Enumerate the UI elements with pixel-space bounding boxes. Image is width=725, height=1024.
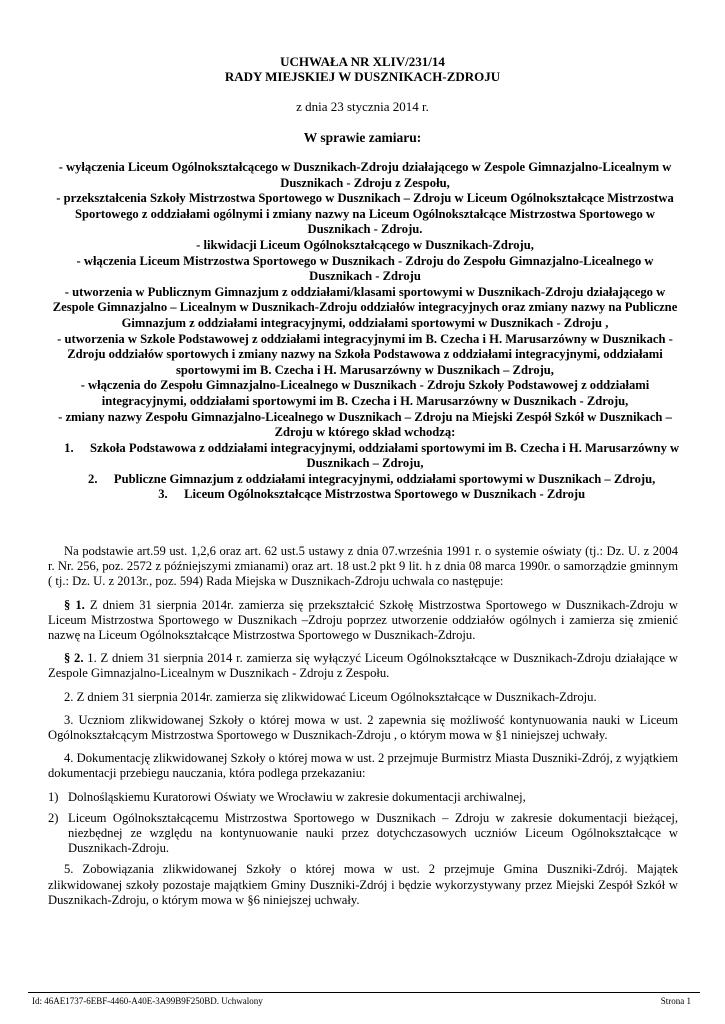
list-text: Liceum Ogólnokształcące Mistrzostwa Sportowego w Dusznikach - Zdroju [184,487,586,502]
school-list-item [50,472,680,488]
subject-items [50,160,680,503]
list-number: 1) [48,789,59,804]
document-id: Id: 46AE1737-6EBF-4460-A40E-3A99B9F250BD. Uchwalony [32,996,263,1006]
section-3: 3. Uczniom zlikwidowanej Szkoły o której mowa w ust. 2 zapewnia się możliwość kontynuowania nauki w Liceum Ogólnokształcącym Mistrzostwa Sportowego w Dusznikach-Zdroju , o którym mowa w §1 niniejszej uchwały. [48,712,678,743]
section-2: 2. Z dniem 31 sierpnia 2014r. zamierza się zlikwidować Liceum Ogólnokształcące w Dusznikach-Zdroju. [64,689,597,704]
page-number: Strona 1 [660,996,691,1006]
subject-item: - wyłączenia Liceum Ogólnokształcącego w Dusznikach-Zdroju działającego w Zespole Gimnazjalno-Licealnym w Dusznikach - Zdroju z Zespołu, [58,160,672,190]
subject-item: - włączenia do Zespołu Gimnazjalno-Licealnego w Dusznikach - Zdroju Szkoły Podstawowej z oddziałami integracyjnymi, oddziałami sportowymi im B. Czecha i H. Marusarzówny w Dusznikach - Zdroju, [80,378,650,408]
paragraph-label: § 1. [64,597,85,612]
subject-item: - zmiany nazwy Zespołu Gimnazjalno-Licealnego w Dusznikach – Zdroju na Miejski Zespół Szkół w Dusznikach – Zdroju w którego skład wchodzą: [58,409,672,440]
footer-divider [28,992,700,993]
paragraph-label: § 2. [64,651,84,666]
school-list-item [50,487,680,503]
transfer-list-item [48,811,678,857]
school-list-item [50,441,680,472]
subject-item: - utworzenia w Publicznym Gimnazjum z oddziałami/klasami sportowymi w Dusznikach-Zdroju działającego w Zespole Gimnazjalno – Licealnym w Dusznikach-Zdroju oddziałów integracyjnych oraz zmiany nazwy na Publiczne Gimnazjum z oddziałami integracyjnymi, oddziałami sportowymi w Dusznikach - Zdroju , [52,284,678,330]
subject-heading: W sprawie zamiaru: [303,130,422,145]
list-text: Publiczne Gimnazjum z oddziałami integracyjnymi, oddziałami sportowymi w Dusznikach – Zdroju, [113,471,656,486]
list-number: 1. [64,440,74,455]
preamble: Na podstawie art.59 ust. 1,2,6 oraz art. 62 ust.5 ustawy z dnia 07.września 1991 r. o systemie oświaty (tj.: Dz. U. z 2004 r. Nr. 256, poz. 2572 z późniejszymi zmianami) oraz art. 18 ust.2 pkt 9 lit. h z dnia 08 marca 1990r. o samorządzie gminnym ( tj.: Dz. U. z 2013r., poz. 594) Rada Miejska w Dusznikach-Zdroju uchwala co następuje: [48,544,678,589]
list-text: Liceum Ogólnokształcącemu Mistrzostwa Sportowego w Dusznikach – Zdroju w zakresie dokumentacji bieżącej, niezbędnej ze względu na kontynuowanie nauki przez dotychczasowych uczniów Liceum Ogólnokształcące w Dusznikach-Zdroju. [68,810,678,856]
paragraph-text: Z dniem 31 sierpnia 2014r. zamierza się przekształcić Szkołę Mistrzostwa Sportowego w Dusznikach-Zdroju w Liceum Mistrzostwa Sportowego w Dusznikach –Zdroju poprzez utworzenie oddziałów ogólnych i zamierza się zmienić nazwę na Liceum Ogólnokształcące Mistrzostwa Sportowego w Dusznikach-Zdroju. [48,597,679,643]
paragraph-2 [48,651,678,681]
list-number: 3. [158,487,168,502]
resolution-body [48,544,678,916]
list-number: 2) [48,810,59,825]
subject-item: - utworzenia w Szkole Podstawowej z oddziałami integracyjnymi im B. Czecha i H. Marusarzówny w Dusznikach - Zdroju oddziałów sportowych i zmiany nazwy na Szkoła Podstawowa z oddziałami integracyjnymi, oddziałami sportowymi im B. Czecha i H. Marusarzówny w Dusznikach – Zdroju, [57,331,673,377]
section-4: 4. Dokumentację zlikwidowanej Szkoły o której mowa w ust. 2 przejmuje Burmistrz Miasta Duszniki-Zdrój, z wyjątkiem dokumentacji przebiegu nauczania, która podlega przekazaniu: [48,751,678,781]
council-name: RADY MIEJSKIEJ W DUSZNIKACH-ZDROJU [224,69,501,84]
list-text: Szkoła Podstawowa z oddziałami integracyjnymi, oddziałami sportowymi im B. Czecha i H. Marusarzówny w Dusznikach – Zdroju, [90,440,680,471]
list-number: 2. [88,471,98,486]
resolution-number: UCHWAŁA NR XLIV/231/14 [280,54,445,69]
section-5: 5. Zobowiązania zlikwidowanej Szkoły o której mowa w ust. 2 przejmuje Gmina Duszniki-Zdrój. Majątek zlikwidowanej szkoły pozostaje majątkiem Gminy Duszniki-Zdrój i będzie wykorzystywany przez Miejski Zespół Szkół w Dusznikach-Zdroju, o którym mowa w §6 niniejszej uchwały. [48,862,678,907]
list-text: Dolnośląskiemu Kuratorowi Oświaty we Wrocławiu w zakresie dokumentacji archiwalnej, [68,789,526,804]
paragraph-text: 1. Z dniem 31 sierpnia 2014 r. zamierza się wyłączyć Liceum Ogólnokształcące w Dusznikach-Zdroju działające w Zespole Gimnazjalno-Licealnym w Dusznikach - Zdroju z Zespołu. [48,651,679,681]
subject-item: - przekształcenia Szkoły Mistrzostwa Sportowego w Dusznikach – Zdroju w Liceum Ogólnokształcące Mistrzostwa Sportowego z oddziałami ogólnymi i zmiany nazwy na Liceum Ogólnokształcące Mistrzostwa Sportowego w Dusznikach - Zdroju. [56,191,674,237]
transfer-list-item [48,790,678,805]
resolution-date: z dnia 23 stycznia 2014 r. [296,99,429,114]
paragraph-1 [48,598,678,644]
subject-item: - włączenia Liceum Mistrzostwa Sportowego w Dusznikach - Zdroju do Zespołu Gimnazjalno-Licealnego w Dusznikach - Zdroju [76,253,654,284]
subject-item: - likwidacji Liceum Ogólnokształcącego w Dusznikach-Zdroju, [196,237,534,252]
